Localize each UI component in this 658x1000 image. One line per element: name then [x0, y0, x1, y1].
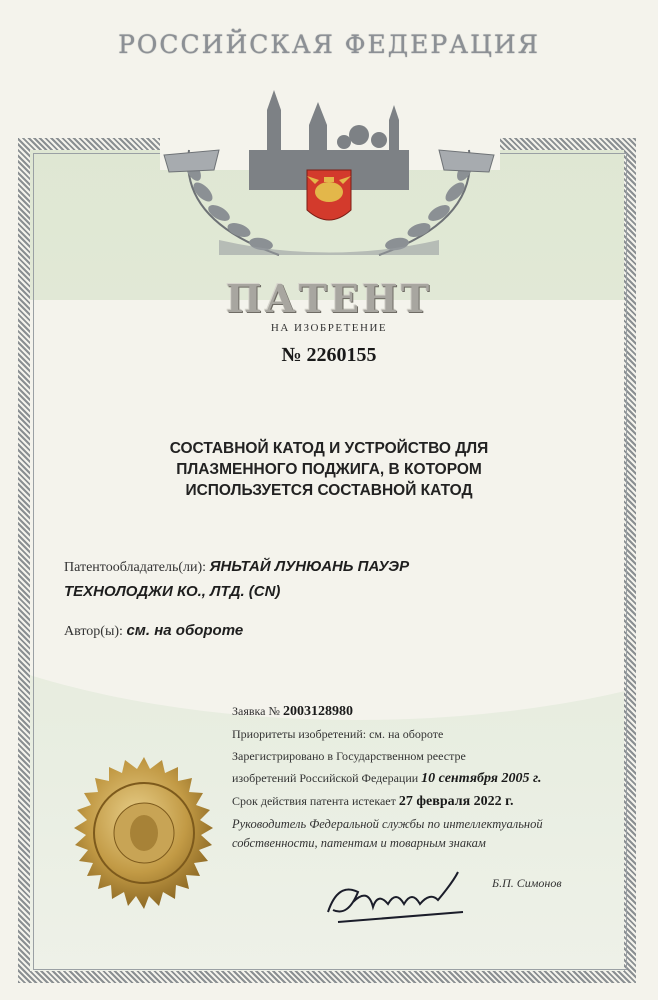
priorities-line: Приоритеты изобретений: см. на обороте — [232, 727, 444, 741]
application-number: 2003128980 — [282, 704, 353, 719]
registered-line: Зарегистрировано в Государственном реестре — [232, 749, 466, 763]
country-title: РОССИЙСКАЯ ФЕДЕРАЦИЯ — [118, 30, 540, 59]
patent-number: № 2260155 — [281, 344, 377, 366]
title-line: ИСПОЛЬЗУЕТСЯ СОСТАВНОЙ КАТОД — [185, 482, 473, 499]
seal-icon — [58, 755, 230, 927]
patent-heading: ПАТЕНТ — [225, 276, 433, 321]
holder-label: Патентообладатель(ли): — [64, 560, 207, 575]
authors — [64, 622, 243, 640]
invention-title — [70, 438, 588, 501]
patent-holder — [64, 555, 584, 605]
registered-line-2: изобретений Российской Федерации — [232, 771, 419, 785]
validity-date: 27 февраля 2022 г. — [398, 794, 514, 809]
patent-subtitle: НА ИЗОБРЕТЕНИЕ — [270, 322, 388, 334]
head-office — [232, 815, 632, 853]
registered-date: 10 сентября 2005 г. — [421, 771, 542, 786]
application-label: Заявка № — [232, 704, 280, 718]
head-office-line: Руководитель Федеральной службы по интеллектуальной — [232, 817, 543, 831]
title-line: ПЛАЗМЕННОГО ПОДЖИГА, В КОТОРОМ — [176, 461, 482, 478]
signer-name: Б.П. Симонов — [492, 876, 562, 890]
head-office-line: собственности, патентам и товарным знакам — [232, 836, 486, 850]
registration-details — [232, 700, 622, 813]
holder-name: ЯНЬТАЙ ЛУНЮАНЬ ПАУЭР — [209, 558, 410, 575]
title-line: СОСТАВНОЙ КАТОД И УСТРОЙСТВО ДЛЯ — [169, 440, 489, 457]
signature-icon — [318, 862, 468, 932]
authors-label: Автор(ы): — [64, 624, 123, 639]
holder-name-cont: ТЕХНОЛОДЖИ КО., ЛТД. (CN) — [64, 583, 281, 600]
kremlin-emblem-icon — [159, 80, 499, 280]
validity-label: Срок действия патента истекает — [232, 794, 396, 808]
authors-value: см. на обороте — [126, 622, 244, 639]
